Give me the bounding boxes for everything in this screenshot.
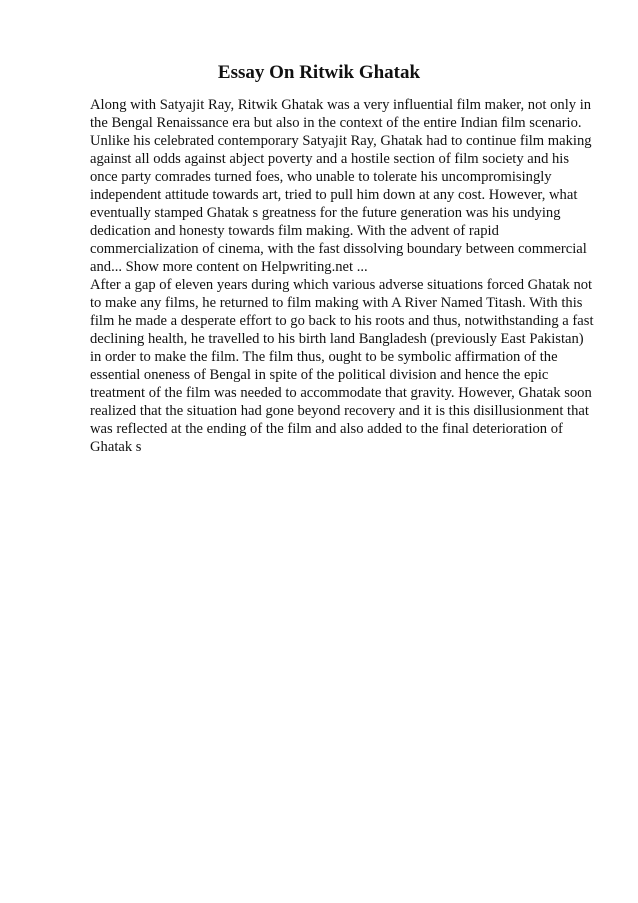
paragraph-2: After a gap of eleven years during which various adverse situations forced Ghatak not to make any films, he returned to film making with A River Named Titash. With this film he made a desperate effort to go back to his roots and thus, notwithstanding a fast declining health, he travelled to his birth land Bangladesh (previously East Pakistan) in order to make the film. The film thus, ought to be symbolic affirmation of the essential oneness of Bengal in spite of the political division and hence the epic treatment of the film was needed to accommodate that gravity. However, Ghatak soon realized that the situation had gone beyond recovery and it is this disillusionment that was reflected at the ending of the film and also added to the final deterioration of Ghatak s [90, 277, 594, 455]
document-body [90, 96, 595, 456]
paragraph-1: Along with Satyajit Ray, Ritwik Ghatak was a very influential film maker, not only in the Bengal Renaissance era but also in the context of the entire Indian film scenario. Unlike his celebrated contemporary Satyajit Ray, Ghatak had to continue film making against all odds against abject poverty and a hostile section of film society and his once party comrades turned foes, who unable to tolerate his uncompromisingly independent attitude towards art, tried to pull him down at any cost. However, what eventually stamped Ghatak s greatness for the future generation was his undying dedication and honesty towards film making. With the advent of rapid commercialization of cinema, with the fast dissolving boundary between commercial and... Show more content on Helpwriting.net ... [90, 97, 592, 275]
document-title: Essay On Ritwik Ghatak [217, 62, 421, 83]
